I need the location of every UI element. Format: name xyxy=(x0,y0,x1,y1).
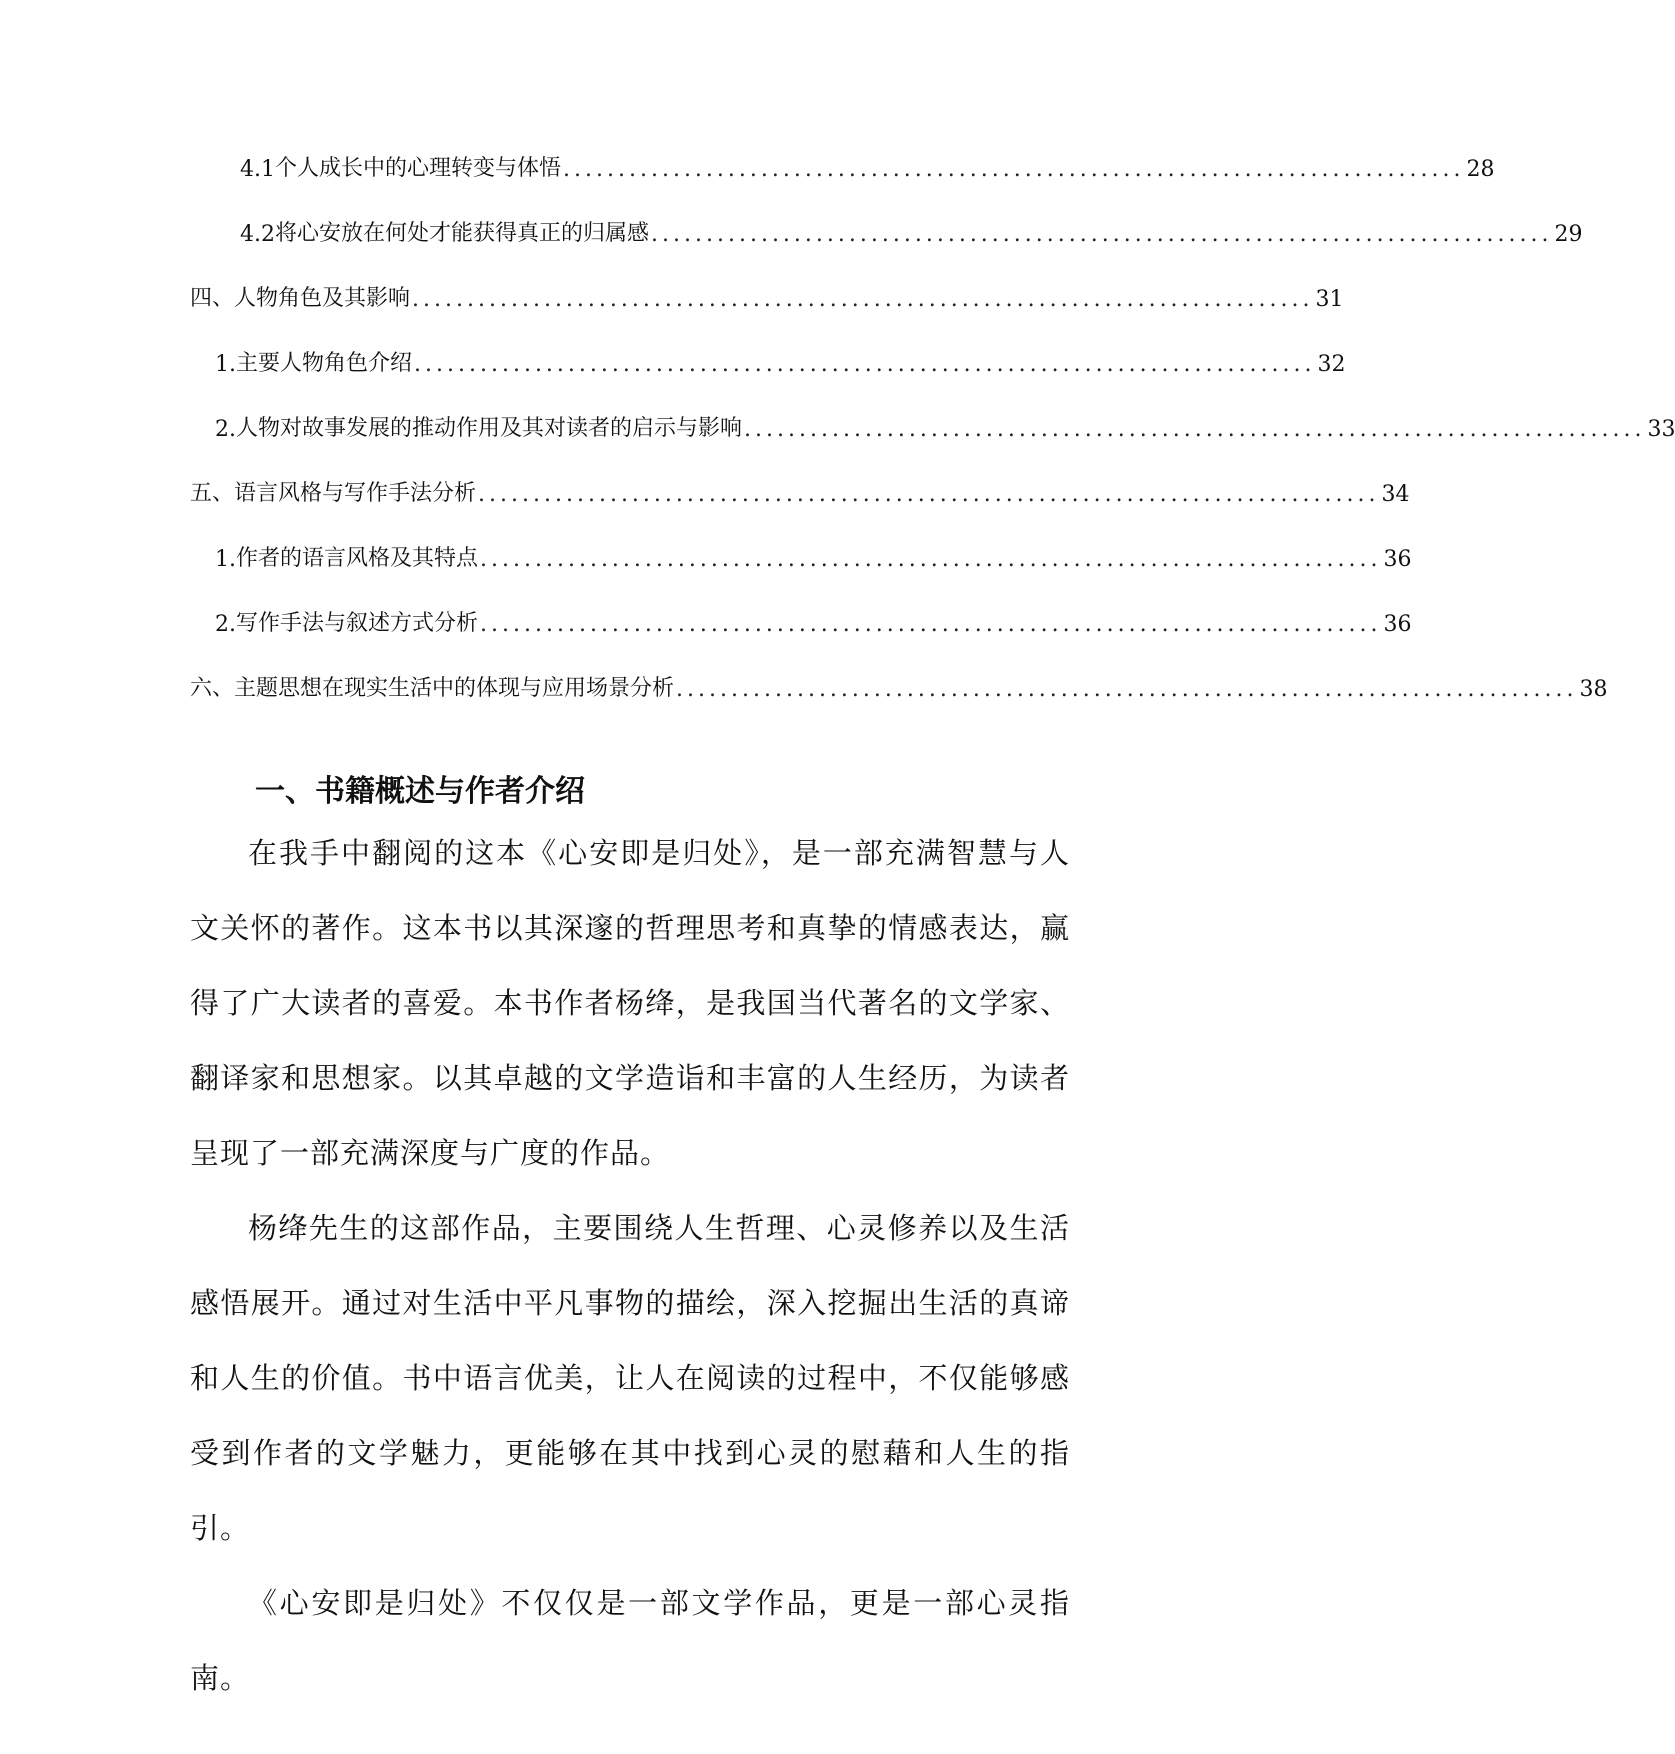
toc-entry-page: 32 xyxy=(1317,352,1346,377)
toc-dot-leader: .................................................................................. xyxy=(651,222,1553,247)
toc-entry-number: 六、 xyxy=(190,676,235,701)
toc-entry-number: 五、 xyxy=(190,481,235,506)
body-paragraph: 《心安即是归处》不仅仅是一部文学作品，更是一部心灵指南。 xyxy=(190,1586,1070,1695)
toc-entry-title: 写作手法与叙述方式分析 xyxy=(236,611,479,636)
toc-dot-leader: .................................................................................. xyxy=(676,677,1578,702)
body-paragraph: 在我手中翻阅的这本《心安即是归处》，是一部充满智慧与人文关怀的著作。这本书以其深邃的哲理思考和真挚的情感表达，赢得了广大读者的喜爱。本书作者杨绛，是我国当代著名的文学家、翻译家和思想家。以其卓越的文学造诣和丰富的人生经历，为读者呈现了一部充满深度与广度的作品。 xyxy=(190,836,1070,1170)
toc-entry[interactable] xyxy=(215,345,1346,377)
toc-dot-leader: .................................................................................. xyxy=(478,482,1380,507)
toc-entry-page: 29 xyxy=(1554,222,1583,247)
toc-entry[interactable] xyxy=(190,670,1608,702)
toc-entry-title: 个人成长中的心理转变与体悟 xyxy=(275,156,562,181)
toc-entry[interactable] xyxy=(190,475,1410,507)
toc-entry[interactable] xyxy=(215,540,1412,572)
toc-entry-title: 主题思想在现实生活中的体现与应用场景分析 xyxy=(234,676,675,701)
toc-entry-number: 2. xyxy=(215,417,236,442)
toc-dot-leader: .................................................................................. xyxy=(414,352,1316,377)
toc-entry-title: 人物角色及其影响 xyxy=(234,286,411,311)
toc-entry-number: 1. xyxy=(215,547,236,572)
section-body xyxy=(190,816,1070,1716)
toc-entry-page: 36 xyxy=(1383,612,1412,637)
toc-entry-number: 4.1 xyxy=(240,157,275,182)
toc-entry-number: 1. xyxy=(215,352,236,377)
toc-entry-title: 语言风格与写作手法分析 xyxy=(234,481,477,506)
toc-entry[interactable] xyxy=(240,150,1495,182)
toc-entry-title: 将心安放在何处才能获得真正的归属感 xyxy=(275,221,650,246)
toc-entry-page: 28 xyxy=(1466,157,1495,182)
toc-entry-page: 34 xyxy=(1381,482,1410,507)
toc-entry-number: 2. xyxy=(215,612,236,637)
toc-dot-leader: .................................................................................. xyxy=(744,417,1646,442)
toc-entry[interactable] xyxy=(215,410,1675,442)
toc-entry-number: 4.2 xyxy=(240,222,275,247)
section-heading: 一、书籍概述与作者介绍 xyxy=(255,774,585,809)
body-paragraph: 杨绛先生的这部作品，主要围绕人生哲理、心灵修养以及生活感悟展开。通过对生活中平凡事物的描绘，深入挖掘出生活的真谛和人生的价值。书中语言优美，让人在阅读的过程中，不仅能够感受到作者的文学魅力，更能够在其中找到心灵的慰藉和人生的指引。 xyxy=(190,1211,1070,1545)
toc-dot-leader: .................................................................................. xyxy=(480,612,1382,637)
toc-dot-leader: .................................................................................. xyxy=(412,287,1314,312)
toc-entry[interactable] xyxy=(215,605,1412,637)
toc-entry-page: 31 xyxy=(1315,287,1344,312)
toc-entry-title: 人物对故事发展的推动作用及其对读者的启示与影响 xyxy=(236,416,743,441)
toc-dot-leader: .................................................................................. xyxy=(563,157,1465,182)
toc-dot-leader: .................................................................................. xyxy=(480,547,1382,572)
toc-entry[interactable] xyxy=(190,280,1344,312)
toc-entry-number: 四、 xyxy=(190,286,235,311)
toc-entry-page: 33 xyxy=(1647,417,1675,442)
toc-entry-title: 作者的语言风格及其特点 xyxy=(236,546,479,571)
toc-entry[interactable] xyxy=(240,215,1583,247)
toc-entry-title: 主要人物角色介绍 xyxy=(236,351,413,376)
toc-entry-page: 36 xyxy=(1383,547,1412,572)
toc-entry-page: 38 xyxy=(1579,677,1608,702)
